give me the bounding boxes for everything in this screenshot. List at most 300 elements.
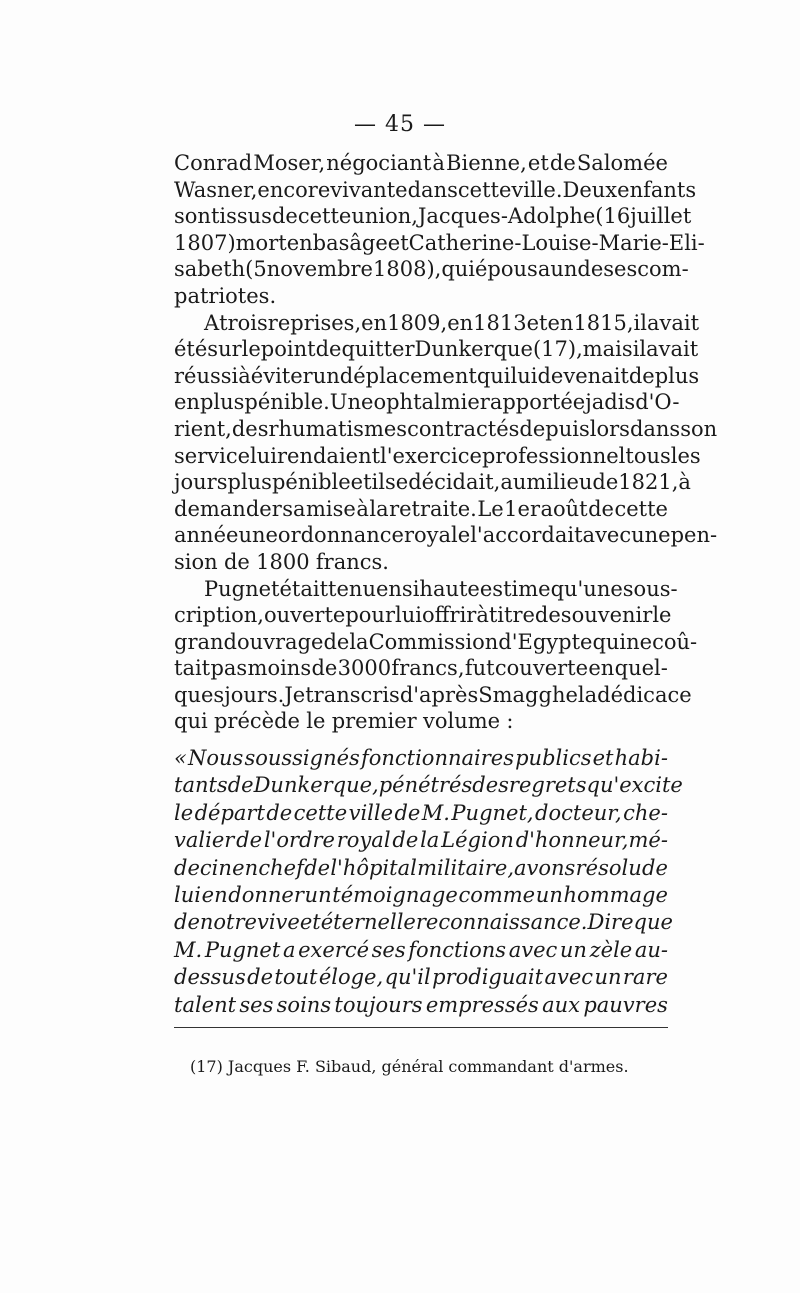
word: issus — [219, 204, 272, 229]
word: rare — [622, 965, 668, 990]
word: plus — [654, 363, 700, 388]
word: ses — [239, 992, 274, 1017]
word: retraite. — [389, 496, 477, 521]
word: Pugnet — [204, 937, 281, 962]
word: Une — [329, 390, 374, 415]
word: ville. — [511, 177, 563, 202]
word: âge — [349, 230, 388, 255]
word: la — [349, 629, 369, 654]
word: de — [628, 363, 655, 388]
word: habi- — [614, 746, 668, 770]
word: et — [299, 910, 321, 935]
word: de — [323, 629, 350, 654]
word: réussi — [174, 363, 239, 388]
word: se — [384, 470, 409, 495]
word: son — [680, 416, 718, 441]
text-line — [174, 496, 668, 523]
word: couverte — [494, 656, 589, 681]
text-line — [174, 576, 678, 603]
word: de — [549, 151, 576, 175]
word: exercé — [298, 937, 370, 962]
word: avait — [647, 310, 700, 335]
word: 1809, — [387, 310, 448, 335]
text-line — [174, 827, 668, 854]
word: 3000 — [337, 656, 392, 681]
word: Wasner, — [174, 177, 258, 202]
text-line — [174, 310, 700, 337]
word: transcris — [305, 682, 400, 707]
word: offrir — [421, 603, 477, 628]
word: décidait,au — [408, 470, 527, 495]
word: de — [223, 549, 250, 574]
word: tait — [174, 656, 211, 681]
word: militaire,avons — [417, 855, 576, 880]
word: pen- — [670, 523, 718, 548]
word: A — [204, 310, 220, 335]
word: pas — [210, 656, 248, 681]
word: mais — [582, 337, 633, 362]
text-line — [174, 682, 692, 709]
word: sont — [174, 204, 220, 229]
word: en — [286, 230, 313, 255]
word: de — [534, 603, 561, 628]
word: contractés — [407, 416, 520, 441]
word: encore — [257, 177, 331, 202]
word: d'O- — [635, 390, 680, 415]
word: Dire — [587, 910, 634, 935]
text-line — [174, 909, 673, 936]
word: un — [304, 883, 332, 908]
text-line — [174, 230, 705, 257]
word: union, — [351, 204, 418, 229]
dedication-quote — [174, 745, 683, 1019]
word: che- — [623, 800, 668, 825]
word: volume — [423, 709, 501, 734]
word: éviter — [250, 363, 313, 388]
word: ne — [626, 629, 653, 654]
word: négociant — [326, 151, 432, 175]
word: de — [304, 855, 331, 880]
word: Pugnet, — [451, 800, 534, 825]
word: à — [238, 363, 251, 388]
word: lui — [250, 443, 277, 468]
text-line — [174, 992, 668, 1019]
word: de — [315, 337, 342, 362]
word: un — [559, 937, 587, 962]
word: a — [282, 937, 296, 962]
word: juillet — [630, 204, 692, 229]
word: Dunkerque(17), — [414, 337, 583, 362]
word: épousa — [475, 257, 551, 282]
text-line — [174, 389, 680, 416]
word: de — [392, 828, 419, 853]
word: moins — [247, 656, 312, 681]
word: en — [547, 310, 574, 335]
text-line — [174, 150, 668, 177]
word: tout — [274, 965, 318, 990]
word: « — [174, 746, 187, 770]
text-line — [174, 655, 668, 682]
word: lors — [589, 416, 630, 441]
word: témoignage — [332, 883, 458, 908]
text-line — [174, 937, 668, 964]
word: il — [632, 337, 647, 362]
word: lui — [395, 603, 422, 628]
word: en — [588, 656, 615, 681]
word: dessus — [174, 965, 246, 990]
word: qu'excite — [586, 773, 683, 798]
word: Légion — [441, 828, 514, 853]
body-paragraphs — [174, 150, 718, 735]
word: ordonnance — [277, 523, 404, 548]
word: il — [371, 470, 385, 495]
word: soins — [276, 992, 332, 1017]
word: un — [312, 363, 340, 388]
word: d'honneur,mé- — [515, 828, 668, 853]
word: 1800 — [256, 549, 310, 574]
word: à — [432, 151, 445, 175]
word: le — [174, 800, 194, 825]
text-line — [174, 416, 718, 443]
word: année — [174, 523, 239, 548]
page-number: — 45 — — [354, 112, 446, 137]
word: Moser, — [253, 151, 326, 175]
word: sur — [207, 337, 242, 362]
text-line — [174, 772, 683, 799]
text-line — [174, 177, 697, 204]
word: si — [401, 576, 420, 601]
word: point — [260, 337, 316, 362]
word: sabeth — [174, 257, 246, 282]
text-line — [174, 336, 699, 363]
word: 1807) — [174, 230, 236, 255]
word: éloge, — [318, 965, 384, 990]
word: Pugnet — [204, 576, 280, 601]
word: que — [633, 910, 673, 935]
word: rient, — [174, 416, 232, 441]
word: qui — [592, 629, 627, 654]
word: ville — [348, 800, 394, 825]
text-line — [174, 855, 668, 882]
word: prodiguait — [432, 965, 544, 990]
word: : — [506, 709, 514, 734]
word: 1808), — [373, 257, 442, 282]
word: francs, — [391, 656, 465, 681]
text-line — [174, 443, 701, 470]
word: valier — [174, 828, 235, 853]
word: pour — [345, 603, 395, 628]
word: 1er — [504, 496, 540, 521]
word: en — [232, 855, 259, 880]
word: d'après — [399, 682, 479, 707]
word: de — [394, 800, 421, 825]
text-line — [174, 283, 668, 310]
word: de — [588, 496, 614, 521]
word: plus — [227, 470, 272, 495]
word: Salomée — [576, 151, 668, 175]
word: francs. — [315, 549, 389, 574]
word: le — [652, 603, 672, 628]
word: avec — [582, 523, 632, 548]
word: service — [174, 443, 251, 468]
word: reconnaissance. — [415, 910, 588, 935]
word: la — [420, 828, 440, 853]
word: de — [227, 773, 254, 798]
word: coû- — [652, 629, 698, 654]
text-line — [174, 800, 668, 827]
word: tous — [625, 443, 671, 468]
word: résolu — [575, 855, 642, 880]
word: ouverte — [263, 603, 346, 628]
word: M. — [421, 800, 450, 825]
word: août — [540, 496, 588, 521]
word: demander — [174, 496, 282, 521]
word: jours. — [224, 682, 285, 707]
word: titre — [488, 603, 535, 628]
text-line — [174, 882, 668, 909]
word: l'accordait — [470, 523, 583, 548]
word: éternelle — [320, 910, 416, 935]
footnote-rule — [174, 1027, 668, 1028]
word: et — [526, 310, 548, 335]
word: un — [535, 883, 563, 908]
word: professionnel — [481, 443, 626, 468]
word: royale — [403, 523, 471, 548]
word: qu'une — [550, 576, 623, 601]
word: decin — [174, 855, 232, 880]
text-line — [174, 708, 668, 735]
word: chef — [258, 855, 304, 880]
word: com- — [637, 257, 689, 282]
word: 1815,il — [573, 310, 647, 335]
word: ouvrage — [236, 629, 324, 654]
word: en — [174, 390, 200, 415]
word: rhumatismes — [268, 416, 408, 441]
word: était — [279, 576, 329, 601]
word: milieu — [526, 470, 593, 495]
word: et — [527, 151, 549, 175]
text-line — [174, 602, 672, 629]
word: qui — [476, 363, 511, 388]
word: (5 — [245, 257, 267, 282]
word: précède — [213, 709, 300, 734]
word: de — [236, 828, 262, 853]
text-line — [174, 256, 689, 283]
word: docteur, — [535, 800, 622, 825]
word: zèle — [589, 937, 633, 962]
word: de — [266, 800, 293, 825]
text-line — [174, 629, 698, 656]
word: fonctions — [408, 937, 507, 962]
text-line — [174, 363, 700, 390]
word: Bienne, — [446, 151, 527, 175]
word: le — [241, 337, 261, 362]
word: 1813 — [473, 310, 527, 335]
word: regrets — [508, 773, 587, 798]
word: comme — [458, 883, 536, 908]
word: en — [447, 310, 474, 335]
word: à — [678, 470, 691, 495]
word: notre — [199, 910, 257, 935]
footnote: (17) Jacques F. Sibaud, général commandant d'armes. — [190, 1057, 629, 1076]
word: sa — [282, 496, 306, 521]
word: novembre — [266, 257, 373, 282]
word: de — [174, 910, 200, 935]
word: ses — [603, 257, 638, 282]
word: dans — [629, 416, 681, 441]
word: hommage — [563, 883, 668, 908]
word: pénétrés — [378, 773, 473, 798]
word: royal — [336, 828, 391, 853]
word: talent — [174, 992, 237, 1017]
word: et — [350, 470, 372, 495]
word: dans — [407, 177, 458, 202]
word: mort — [235, 230, 287, 255]
word: reprises, — [267, 310, 362, 335]
word: grand — [174, 629, 237, 654]
word: Dunkerque, — [253, 773, 379, 798]
word: la — [369, 496, 389, 521]
word: ses — [371, 937, 406, 962]
word: cette — [297, 204, 352, 229]
word: bas — [312, 230, 350, 255]
word: (16 — [595, 204, 631, 229]
word: fonctionnaires — [360, 746, 514, 770]
word: depuis — [519, 416, 590, 441]
word: des — [472, 773, 509, 798]
word: devenait — [537, 363, 629, 388]
word: fut — [464, 656, 495, 681]
word: qu'il — [384, 965, 431, 990]
word: haute — [419, 576, 480, 601]
word: toujours — [334, 992, 423, 1017]
text-line — [174, 469, 691, 496]
word: enfants — [617, 177, 697, 202]
word: l'ordre — [263, 828, 335, 853]
word: un — [594, 965, 622, 990]
word: cette — [457, 177, 512, 202]
word: à — [476, 603, 489, 628]
word: le — [306, 709, 326, 734]
text-line — [174, 203, 692, 230]
word: Le — [477, 496, 504, 521]
word: jadis — [585, 390, 636, 415]
word: estime — [479, 576, 551, 601]
word: de — [577, 257, 604, 282]
word: Commission — [368, 629, 499, 654]
word: pénible — [271, 470, 351, 495]
word: pauvres — [583, 992, 668, 1017]
word: ophtalmie — [373, 390, 480, 415]
word: et — [592, 746, 614, 770]
word: cription, — [174, 603, 264, 628]
text-line — [174, 964, 668, 991]
word: aux — [542, 992, 581, 1017]
word: l'hôpital — [330, 855, 417, 880]
word: avec — [544, 965, 594, 990]
word: des — [231, 416, 269, 441]
word: à — [356, 496, 369, 521]
word: l'exercice — [380, 443, 482, 468]
word: tenu — [328, 576, 376, 601]
word: vivante — [330, 177, 408, 202]
word: premier — [331, 709, 417, 734]
word: en — [375, 576, 402, 601]
word: une — [631, 523, 671, 548]
word: souvenir — [560, 603, 653, 628]
word: de — [247, 965, 273, 990]
word: au- — [634, 937, 668, 962]
word: rapportée — [479, 390, 586, 415]
word: plus — [199, 390, 245, 415]
word: empressés — [425, 992, 539, 1017]
word: les — [670, 443, 701, 468]
word: quel- — [614, 656, 668, 681]
word: soussignés — [244, 746, 360, 770]
text-line — [174, 745, 668, 772]
word: dédicace — [597, 682, 692, 707]
word: et — [387, 230, 409, 255]
word: été — [174, 337, 208, 362]
word: quitter — [341, 337, 415, 362]
word: Je — [284, 682, 306, 707]
word: déplacement — [339, 363, 477, 388]
word: Catherine-Louise-Marie-Eli- — [408, 230, 705, 255]
word: de — [311, 656, 338, 681]
word: de — [592, 470, 619, 495]
word: Deux — [562, 177, 618, 202]
word: vive — [256, 910, 300, 935]
word: qui — [441, 257, 475, 282]
word: de — [271, 204, 298, 229]
word: lui — [174, 883, 201, 908]
word: publics — [515, 746, 592, 770]
word: ques — [174, 682, 225, 707]
word: jours — [174, 470, 228, 495]
word: Smagghe — [478, 682, 578, 707]
word: pénible. — [244, 390, 330, 415]
word: mise — [306, 496, 356, 521]
word: sion — [174, 549, 218, 574]
word: la — [577, 682, 598, 707]
word: d'Egypte — [498, 629, 593, 654]
word: rendaient — [276, 443, 381, 468]
word: une — [238, 523, 278, 548]
word: Jacques-Adolphe — [417, 204, 596, 229]
word: cette — [614, 496, 668, 521]
word: départ — [194, 800, 265, 825]
word: de — [642, 855, 668, 880]
word: tants — [174, 773, 228, 798]
word: sous- — [622, 576, 678, 601]
word: patriotes. — [174, 283, 277, 308]
word: cette — [293, 800, 348, 825]
word: avec — [508, 937, 558, 962]
word: M. — [174, 937, 203, 962]
word: 1821, — [618, 470, 679, 495]
word: donner — [228, 883, 304, 908]
word: lui — [510, 363, 538, 388]
word: qui — [174, 709, 208, 734]
word: en — [361, 310, 388, 335]
word: trois — [219, 310, 268, 335]
word: en — [201, 883, 228, 908]
word: avait — [646, 337, 699, 362]
text-line — [174, 549, 668, 576]
word: Conrad — [174, 151, 253, 175]
word: Nous — [187, 746, 244, 770]
word: un — [550, 257, 578, 282]
